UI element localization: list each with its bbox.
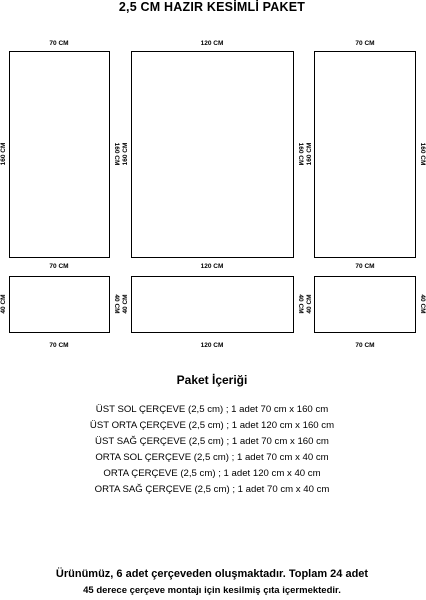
- width-label: 70 CM: [355, 263, 375, 270]
- width-label: 120 CM: [200, 40, 224, 47]
- height-label: 160 CM: [419, 142, 426, 166]
- contents-item: ORTA SAĞ ÇERÇEVE (2,5 cm) ; 1 adet 70 cm x 40 cm: [94, 484, 330, 495]
- diagram-title: 2,5 CM HAZIR KESİMLİ PAKET: [118, 0, 306, 14]
- height-label: 40 CM: [122, 294, 129, 314]
- height-label: 40 CM: [0, 294, 7, 314]
- width-label: 70 CM: [355, 40, 375, 47]
- height-label: 160 CM: [113, 142, 120, 166]
- width-label: 120 CM: [200, 263, 224, 270]
- contents-item: ORTA ÇERÇEVE (2,5 cm) ; 1 adet 120 cm x 40 cm: [103, 468, 321, 479]
- frame-orta: [131, 276, 294, 333]
- height-label: 40 CM: [113, 294, 120, 314]
- footer-summary: Ürünümüz, 6 adet çerçeveden oluşmaktadır. Toplam 24 adet: [55, 568, 369, 580]
- height-label: 160 CM: [297, 142, 304, 166]
- frame-orta-sol: [9, 276, 110, 333]
- width-label: 70 CM: [49, 263, 69, 270]
- contents-item: ORTA SOL ÇERÇEVE (2,5 cm) ; 1 adet 70 cm x 40 cm: [95, 452, 329, 463]
- frame-ust-orta: [131, 51, 294, 258]
- height-label: 160 CM: [122, 142, 129, 166]
- height-label: 160 CM: [0, 142, 7, 166]
- frame-ust-sag: [314, 51, 416, 258]
- contents-title: Paket İçeriği: [176, 373, 248, 387]
- width-label: 70 CM: [49, 342, 69, 349]
- frame-orta-sag: [314, 276, 416, 333]
- contents-item: ÜST SAĞ ÇERÇEVE (2,5 cm) ; 1 adet 70 cm x 160 cm: [95, 436, 329, 447]
- height-label: 40 CM: [419, 294, 426, 314]
- contents-list: [0, 402, 424, 498]
- contents-item: ÜST SOL ÇERÇEVE (2,5 cm) ; 1 adet 70 cm x 160 cm: [95, 404, 329, 415]
- frame-ust-sol: [9, 51, 110, 258]
- height-label: 40 CM: [297, 294, 304, 314]
- width-label: 70 CM: [355, 342, 375, 349]
- footer-note: 45 derece çerçeve montajı için kesilmiş çıta içermektedir.: [83, 585, 341, 596]
- contents-item: ÜST ORTA ÇERÇEVE (2,5 cm) ; 1 adet 120 cm x 160 cm: [89, 420, 335, 431]
- height-label: 160 CM: [306, 142, 313, 166]
- width-label: 120 CM: [200, 342, 224, 349]
- width-label: 70 CM: [49, 40, 69, 47]
- height-label: 40 CM: [306, 294, 313, 314]
